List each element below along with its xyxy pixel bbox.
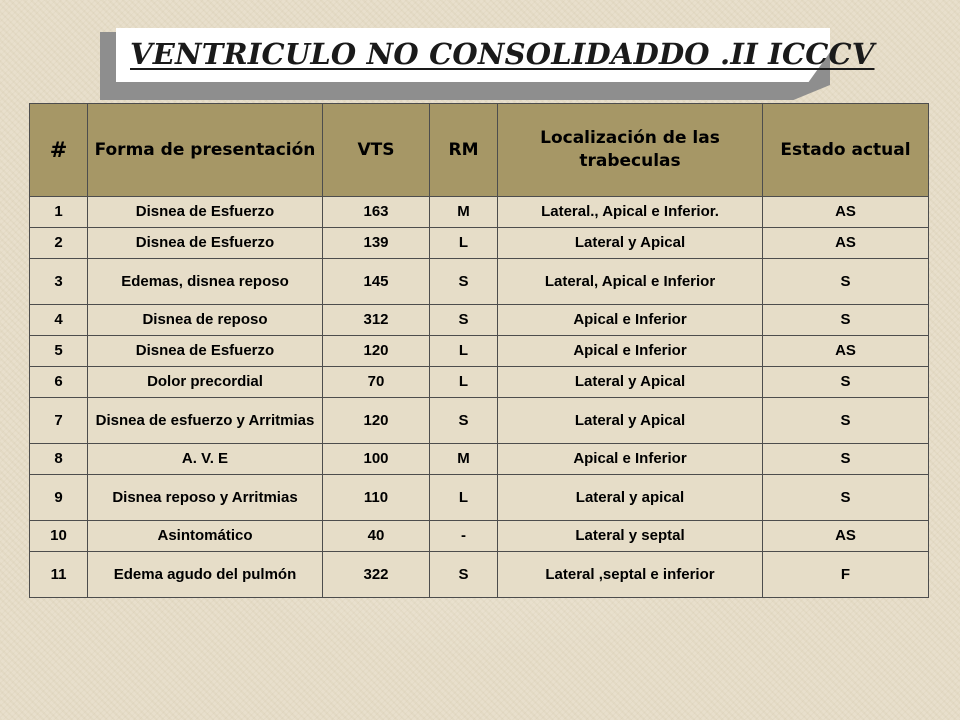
table-row xyxy=(30,228,929,259)
cell-localizacion: Lateral, Apical e Inferior xyxy=(498,259,763,305)
cell-number: 3 xyxy=(30,259,88,305)
table-row xyxy=(30,259,929,305)
table-row xyxy=(30,305,929,336)
cell-forma: Edemas, disnea reposo xyxy=(88,259,323,305)
cell-rm: L xyxy=(430,475,498,521)
cell-localizacion: Lateral ,septal e inferior xyxy=(498,552,763,598)
cell-localizacion: Lateral., Apical e Inferior. xyxy=(498,197,763,228)
cell-localizacion: Lateral y Apical xyxy=(498,228,763,259)
table-row xyxy=(30,197,929,228)
cell-vts: 322 xyxy=(323,552,430,598)
cell-rm: M xyxy=(430,444,498,475)
table-row xyxy=(30,521,929,552)
table-row xyxy=(30,398,929,444)
cell-number: 2 xyxy=(30,228,88,259)
cell-localizacion: Apical e Inferior xyxy=(498,444,763,475)
cell-number: 8 xyxy=(30,444,88,475)
cell-forma: Edema agudo del pulmón xyxy=(88,552,323,598)
cell-number: 4 xyxy=(30,305,88,336)
cell-forma: Disnea de esfuerzo y Arritmias xyxy=(88,398,323,444)
cell-number: 1 xyxy=(30,197,88,228)
header-localizacion: Localización de las trabeculas xyxy=(498,104,763,197)
header-forma-presentacion: Forma de presentación xyxy=(88,104,323,197)
cell-vts: 70 xyxy=(323,367,430,398)
cell-forma: A. V. E xyxy=(88,444,323,475)
cell-estado: F xyxy=(763,552,929,598)
cell-vts: 163 xyxy=(323,197,430,228)
data-table xyxy=(29,103,929,598)
cell-estado: AS xyxy=(763,228,929,259)
table-row xyxy=(30,336,929,367)
cell-vts: 120 xyxy=(323,398,430,444)
cell-vts: 40 xyxy=(323,521,430,552)
cell-estado: S xyxy=(763,367,929,398)
cell-forma: Disnea reposo y Arritmias xyxy=(88,475,323,521)
cell-vts: 120 xyxy=(323,336,430,367)
table-row xyxy=(30,444,929,475)
cell-localizacion: Lateral y Apical xyxy=(498,367,763,398)
table-row xyxy=(30,552,929,598)
slide-title: VENTRICULO NO CONSOLIDADDO .II ICCCV xyxy=(130,37,875,71)
cell-rm: M xyxy=(430,197,498,228)
cell-forma: Disnea de Esfuerzo xyxy=(88,228,323,259)
cell-vts: 312 xyxy=(323,305,430,336)
cell-vts: 110 xyxy=(323,475,430,521)
cell-localizacion: Lateral y septal xyxy=(498,521,763,552)
cell-number: 10 xyxy=(30,521,88,552)
cell-number: 6 xyxy=(30,367,88,398)
header-vts: VTS xyxy=(323,104,430,197)
cell-number: 9 xyxy=(30,475,88,521)
cell-estado: AS xyxy=(763,521,929,552)
cell-localizacion: Apical e Inferior xyxy=(498,336,763,367)
cell-localizacion: Lateral y apical xyxy=(498,475,763,521)
cell-estado: S xyxy=(763,259,929,305)
cell-forma: Disnea de reposo xyxy=(88,305,323,336)
cell-vts: 100 xyxy=(323,444,430,475)
cell-estado: AS xyxy=(763,336,929,367)
cell-estado: S xyxy=(763,398,929,444)
table-row xyxy=(30,367,929,398)
cell-estado: S xyxy=(763,305,929,336)
header-number: # xyxy=(30,104,88,197)
cell-estado: S xyxy=(763,475,929,521)
cell-rm: L xyxy=(430,228,498,259)
header-rm: RM xyxy=(430,104,498,197)
cell-rm: S xyxy=(430,259,498,305)
cell-rm: S xyxy=(430,305,498,336)
header-row xyxy=(30,104,929,197)
cell-estado: AS xyxy=(763,197,929,228)
cell-localizacion: Lateral y Apical xyxy=(498,398,763,444)
cell-localizacion: Apical e Inferior xyxy=(498,305,763,336)
cell-forma: Disnea de Esfuerzo xyxy=(88,197,323,228)
cell-estado: S xyxy=(763,444,929,475)
cell-forma: Dolor precordial xyxy=(88,367,323,398)
cell-number: 11 xyxy=(30,552,88,598)
cell-vts: 139 xyxy=(323,228,430,259)
cell-vts: 145 xyxy=(323,259,430,305)
cell-number: 7 xyxy=(30,398,88,444)
cell-rm: S xyxy=(430,398,498,444)
cell-rm: - xyxy=(430,521,498,552)
header-estado-actual: Estado actual xyxy=(763,104,929,197)
cell-number: 5 xyxy=(30,336,88,367)
cell-forma: Asintomático xyxy=(88,521,323,552)
cell-rm: S xyxy=(430,552,498,598)
cell-rm: L xyxy=(430,367,498,398)
cell-rm: L xyxy=(430,336,498,367)
table-row xyxy=(30,475,929,521)
cell-forma: Disnea de Esfuerzo xyxy=(88,336,323,367)
